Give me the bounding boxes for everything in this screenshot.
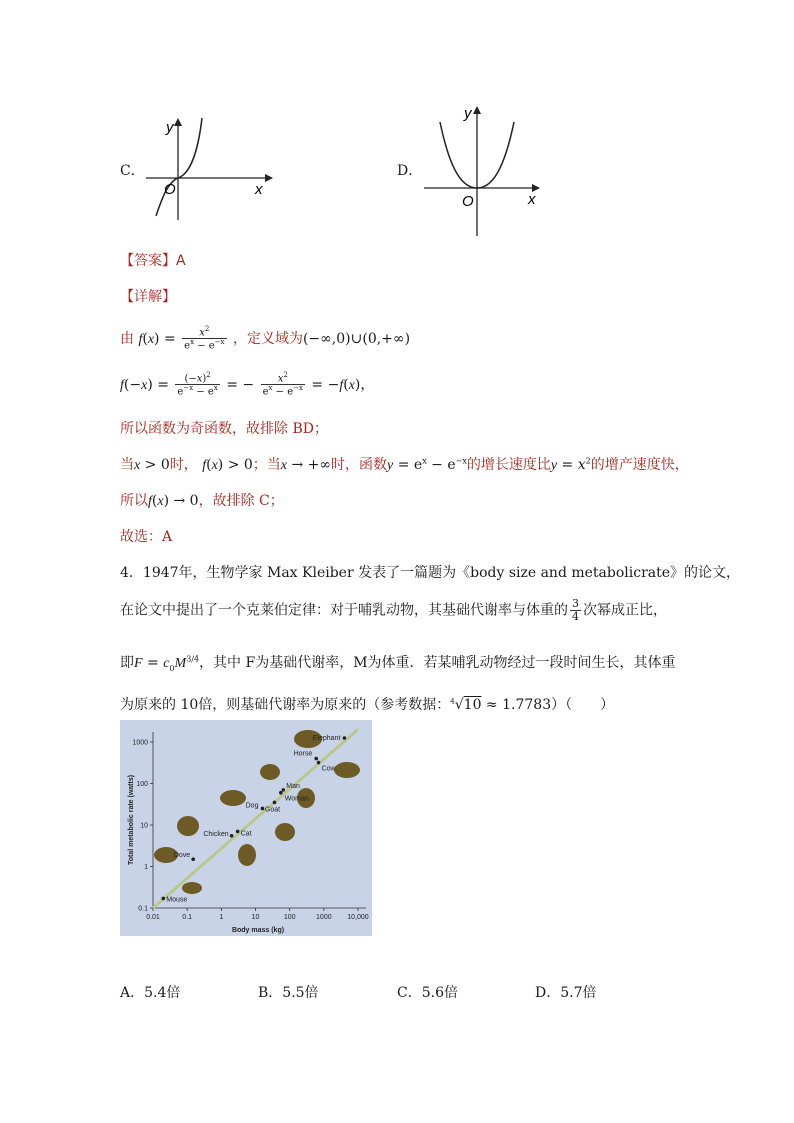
point-label-dog: Dog: [245, 802, 259, 810]
y-tick-label: 1: [144, 864, 148, 871]
x-tick-label: 1: [219, 914, 224, 921]
x-tick-label: 1000: [316, 914, 332, 921]
q4-line3-a: 即: [120, 655, 134, 671]
detail-line-2: f(−x) = $\frac{(-x)^2}{e^{-x} - e^x}$ = − $\frac{x^2}{e^x - e^{-x}}$ = −f(x)，: [120, 371, 375, 398]
goat-silhouette: [275, 823, 295, 841]
choice-a[interactable]: A．5.4倍: [120, 985, 181, 1001]
cow-silhouette: [334, 762, 360, 778]
q4-line-3: 即$F = c_0M^{3/4}$，其中 F为基础代谢率，M为体重．若某哺乳动物经过一段时间生长，其体重: [120, 654, 676, 673]
point-label-dove: Dove: [173, 852, 191, 860]
c-x-arrow: [265, 174, 273, 182]
detail-tag: 【详解】: [120, 289, 176, 305]
detail-line-3: 所以函数为奇函数，故排除 BD；: [120, 421, 328, 437]
mouse-silhouette: [182, 882, 202, 894]
option-d-label: D．: [397, 163, 423, 179]
data-point-cat: [236, 830, 240, 834]
point-label-elephant: Elephant: [312, 735, 341, 742]
line4-a: 当: [120, 457, 134, 473]
line4-f: 的增产速度快，: [590, 457, 689, 473]
d-x-label: x: [528, 191, 536, 208]
data-point-mouse: [161, 897, 165, 901]
y-tick-label: 0.1: [138, 905, 148, 913]
d-origin-label: O: [462, 193, 474, 210]
data-point-dove: [191, 857, 195, 861]
kleiber-chart: [120, 720, 372, 936]
chart-ylabel: Total metabolic rate (watts): [128, 774, 135, 866]
q4-line4-a: 为原来的 10倍，则基础代谢率为原来的（参考数据：: [120, 697, 451, 713]
q4-line4-b: ）（ ）: [551, 697, 615, 713]
c-curve: [156, 118, 202, 216]
data-point-chicken: [230, 834, 234, 838]
point-label-chicken: Chicken: [203, 830, 229, 838]
line4-e: 的增长速度比: [466, 457, 551, 473]
data-point-horse: [314, 757, 318, 761]
x-tick-label: 100: [283, 914, 296, 921]
chicken-silhouette: [177, 816, 199, 836]
line4-b: 时，: [169, 457, 198, 473]
dog-silhouette: [220, 790, 246, 806]
y-tick-label: 1000: [132, 739, 148, 747]
data-point-man: [281, 788, 285, 792]
line1-domain-value: (−∞,0)∪(0,+∞): [302, 330, 411, 347]
detail-line-4: 当x > 0时， f(x) > 0；当x → +∞时，函数$y = e^x - e^{-x}$的增长速度比$y = x^2$的增产速度快，: [120, 456, 689, 473]
option-d-graph: [420, 100, 550, 238]
x-tick-label: 10: [251, 914, 260, 921]
point-label-horse: Horse: [293, 750, 313, 758]
q4-line-4: 为原来的 10倍，则基础代谢率为原来的（参考数据：$^4$√10 ≈ 1.7783）（ ）: [120, 697, 615, 713]
d-y-arrow: [473, 106, 481, 114]
point-label-man: Man: [286, 782, 300, 790]
x-tick-label: 0.1: [182, 914, 193, 921]
q4-line-2: 在论文中提出了一个克莱伯定律：对于哺乳动物，其基础代谢率与体重的 $\frac{3}{4}$ 次幂成正比，: [120, 597, 667, 624]
point-label-cat: Cat: [240, 830, 252, 838]
option-c-label: C．: [120, 163, 145, 179]
data-point-goat: [273, 801, 277, 805]
data-point-elephant: [343, 736, 347, 740]
answer-line: [120, 250, 186, 270]
cat-silhouette: [238, 844, 256, 866]
choice-b[interactable]: B．5.5倍: [258, 985, 319, 1001]
y-tick-label: 100: [136, 781, 148, 788]
point-label-cow: Cow: [321, 765, 336, 773]
line1-prefix: 由: [120, 330, 134, 347]
line4-c: ；当: [252, 457, 281, 473]
choice-d[interactable]: D．5.7倍: [535, 985, 597, 1001]
point-label-woman: Woman: [284, 795, 309, 803]
data-point-woman: [279, 791, 283, 795]
q4-line2-b: 次幂成正比，: [583, 602, 667, 619]
line1-domain-text: ，定义域为: [232, 330, 303, 347]
y-tick-label: 10: [140, 822, 148, 830]
choice-c[interactable]: C．5.6倍: [397, 985, 458, 1001]
detail-line-6: 故选：A: [120, 529, 173, 545]
q4-line-1: 4．1947年，生物学家 Max Kleiber 发表了一篇题为《body size and metabolicrate》的论文，: [120, 565, 741, 581]
c-origin-label: O: [164, 181, 176, 198]
chart-xlabel: Body mass (kg): [231, 927, 285, 934]
c-y-label: y: [166, 119, 174, 136]
line5-a: 所以: [120, 493, 148, 509]
option-c-graph: [140, 112, 275, 222]
answer-tag: 【答案】: [120, 253, 176, 269]
data-point-dog: [261, 807, 265, 811]
line5-b: ，故排除 C；: [198, 493, 284, 509]
q4-line3-b: ，其中 F为基础代谢率，M为体重．若某哺乳动物经过一段时间生长，其体重: [199, 655, 676, 671]
point-label-mouse: Mouse: [166, 896, 188, 904]
x-tick-label: 10,000: [347, 914, 369, 921]
answer-value: A: [176, 253, 186, 269]
detail-line-1: 由 f(x) = $\frac{x^2}{e^x - e^{-x}}$ ，定义域为(−∞,0)∪(0,+∞): [120, 325, 411, 352]
d-y-label: y: [464, 105, 472, 122]
detail-line-5: 所以f(x) → 0，故排除 C；: [120, 493, 284, 509]
x-tick-label: 0.01: [146, 914, 160, 921]
c-y-arrow: [174, 118, 182, 126]
point-label-goat: Goat: [264, 806, 281, 814]
data-point-cow: [317, 761, 321, 765]
q4-line2-a: 在论文中提出了一个克莱伯定律：对于哺乳动物，其基础代谢率与体重的: [120, 602, 568, 619]
line4-d: 时，函数: [331, 457, 388, 473]
c-x-label: x: [255, 181, 263, 198]
horse-silhouette: [260, 764, 280, 780]
